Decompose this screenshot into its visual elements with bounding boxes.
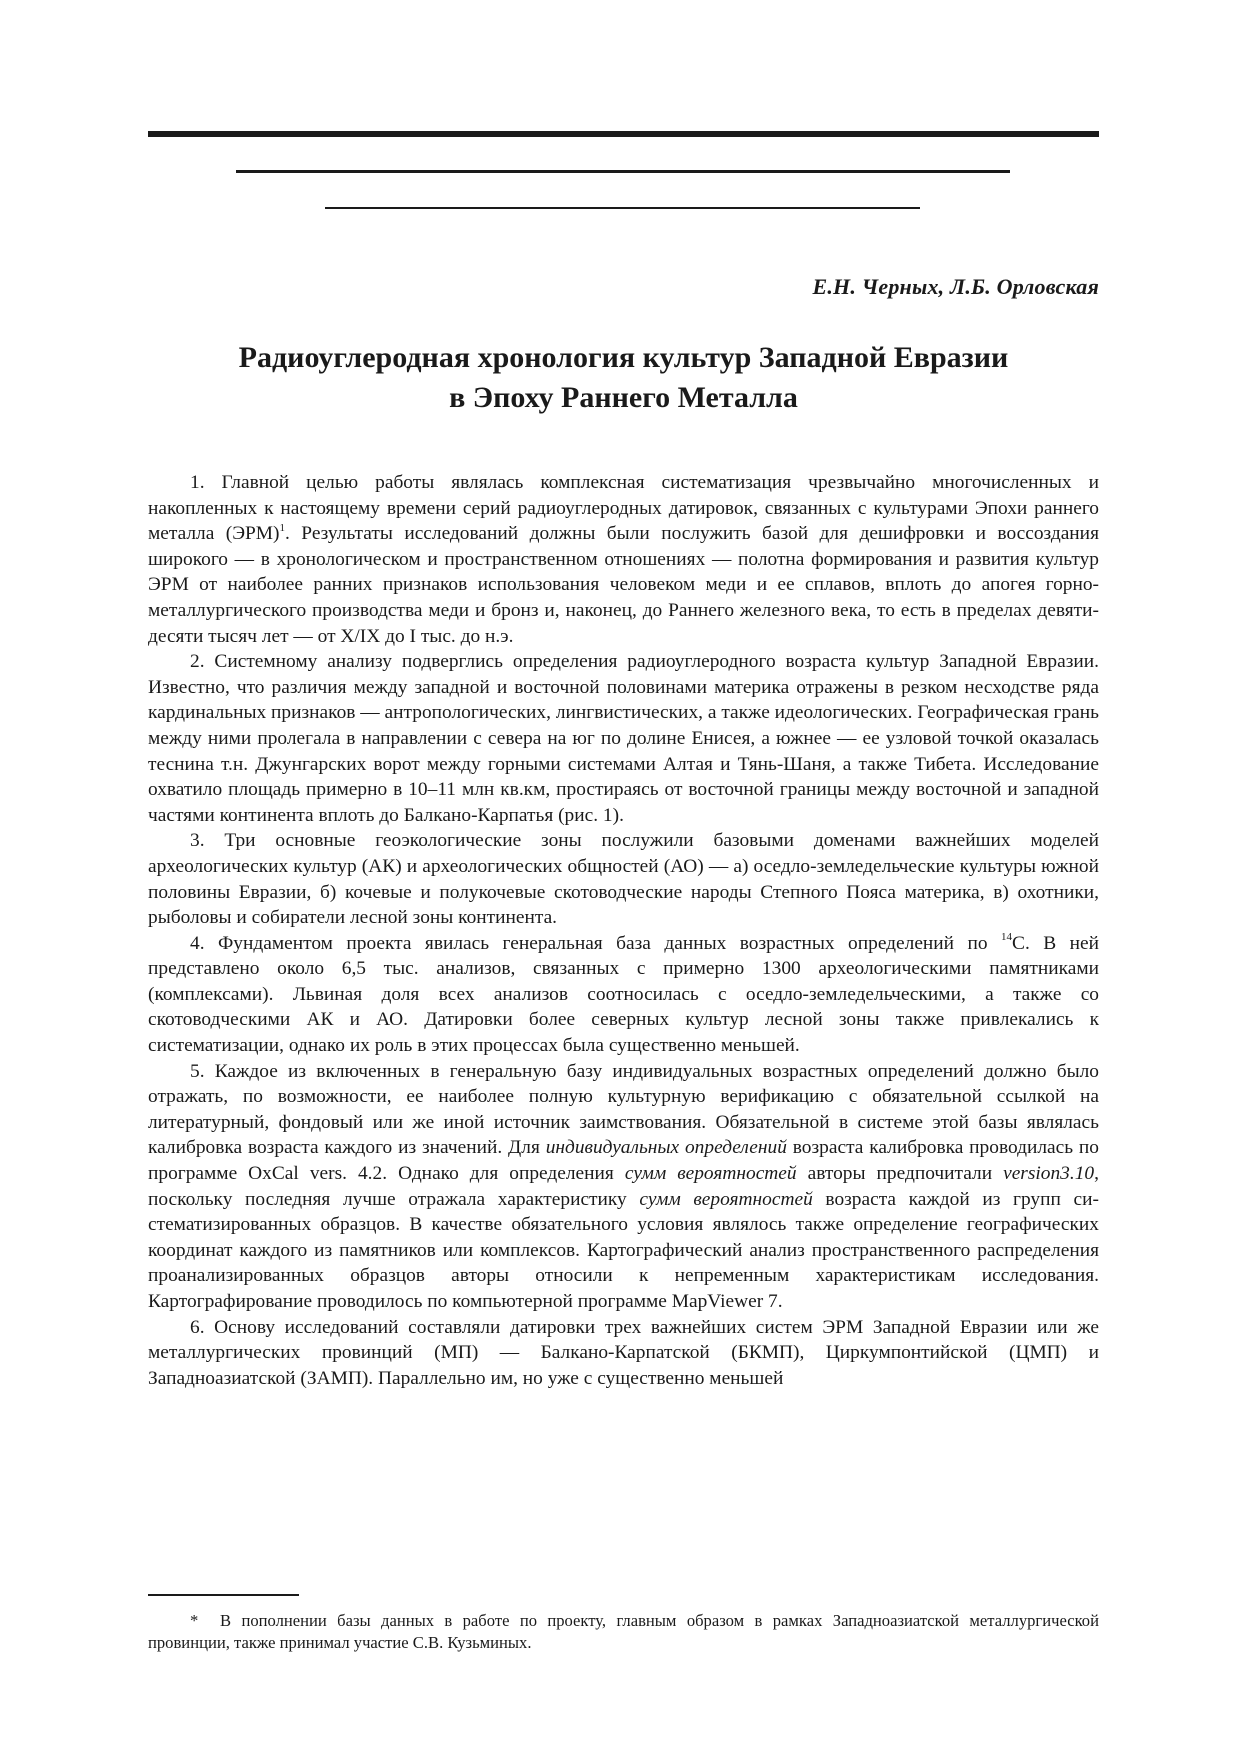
footnote (148, 1610, 1099, 1654)
article-authors: Е.Н. Черных, Л.Б. Орловская (812, 274, 1099, 299)
header-rule-thick (148, 131, 1099, 137)
paragraph-4: 4. Фундаментом проекта явилась генеральная база данных возрастных определений по $^{14}$С. В ней представлено около 6,5 тыс. анализов, связанных с примерно 1300 археологическими памятниками (комплексами). Львиная доля всех анализов соотносилась с оседло-земледельческими, а также со скотоводческими АК и АО. Датировки более северных культур лесной зоны также привлекались к систематизации, однако их роль в этих процессах была существенно меньшей. (148, 931, 1099, 1057)
paragraph-2: 2. Системному анализу подверглись определения радиоуглеродного возраста культур Западной Евразии. Известно, что различия между западной и восточной половинами материка отражены в резком несходстве ряда кардинальных признаков — антропологических, лингвистических, а также идеологических. Географическая грань между ними пролегала в направлении с севера на юг по долине Енисея, а южнее — ее узловой точкой оказалась теснина т.н. Джунгарских ворот между горными системами Алтая и Тянь-Шаня, а также Тибета. Исследование охватило площадь примерно в 10–11 млн кв.км, простираясь от восточной границы между восточной и западной частями континента вплоть до Балкано-Карпатья (рис. 1). (148, 651, 1099, 826)
article-body (148, 470, 1099, 1391)
header-rule-medium (236, 170, 1010, 173)
title-line-1: Радиоуглеродная хронология культур Западной Евразии (238, 341, 1009, 374)
paragraph-6: 6. Основу исследований составляли датировки трех важнейших систем ЭРМ Западной Евразии или же металлургических провинций (МП) — Балкано-Карпатской (БКМП), Циркумпонтийской (ЦМП) и Западноазиатской (ЗАМП). Параллельно им, но уже с существенно меньшей (148, 1316, 1099, 1389)
paragraph-1: 1. Главной целью работы являлась комплексная систематизация чрезвычайно многочисленных и накопленных к настоящему времени серий радиоуглеродных датировок, связанных с культурами Эпохи раннего металла (ЭРМ)$^1$. Результаты исследований должны были послужить базой для дешифровки и воссоздания широкого — в хронологическом и пространственном отношениях — полотна формирования и развития культур ЭРМ от наиболее ранних признаков использования человеком меди и ее сплавов, вплоть до апогея горно-металлургического производства меди и бронз и, наконец, до Раннего железного века, то есть в пределах девяти-десяти тысяч лет — от X/IX до I тыс. до н.э. (148, 472, 1099, 647)
italic-term: индивидуальных определений (545, 1137, 787, 1159)
isotope-superscript: 14 (1001, 931, 1013, 944)
article-title (148, 338, 1099, 418)
footnote-ref: 1 (279, 521, 286, 534)
footnote-text: В пополнении базы данных в работе по проекту, главным образом в рамках Западноазиатской металлургической провинции, также принимал участие С.В. Кузьминых. (148, 1611, 1099, 1652)
paragraph-5: 5. Каждое из включенных в генеральную базу индивидуальных возрастных определений должно было отражать, по возможности, ее наиболее полную культурную верификацию с обязательной ссылкой на литературный, фондовый или же иной источник заимствования. Обязательной в системе этой базы являлась калибровка возраста каждого из значений. Для индивидуальных определений возраста калибровка проводилась по программе OxCal vers. 4.2. Однако для определения сумм вероятностей авторы предпочитали version3.10, поскольку последняя лучше отражала характеристику сумм вероятностей возраста каждой из групп систематизированных образцов. В качестве обязательного условия являлось также определение географических координат каждого из памятников или комплексов. Картографический анализ пространственного распределения проанализированных образцов авторы относили к непременным характеристикам исследования. Картографирование проводилось по компьютерной программе MapViewer 7. (148, 1060, 1100, 1312)
italic-term: сумм вероятностей (624, 1163, 797, 1185)
footnote-marker: * (190, 1611, 199, 1630)
footnote-rule (148, 1594, 299, 1596)
italic-term: version3.10 (1003, 1163, 1095, 1185)
italic-term: сумм вероятностей (639, 1188, 813, 1210)
header-rule-thin (325, 207, 920, 209)
paragraph-3: 3. Три основные геоэкологические зоны послужили базовыми доменами важнейших моделей археологических культур (АК) и археологических общностей (АО) — а) оседло-земледельческие культуры южной половины Евразии, б) кочевые и полукочевые скотоводческие народы Степного Пояса материка, в) охотники, рыболовы и собиратели лесной зоны континента. (148, 830, 1099, 929)
title-line-2: в Эпоху Раннего Металла (449, 381, 798, 414)
